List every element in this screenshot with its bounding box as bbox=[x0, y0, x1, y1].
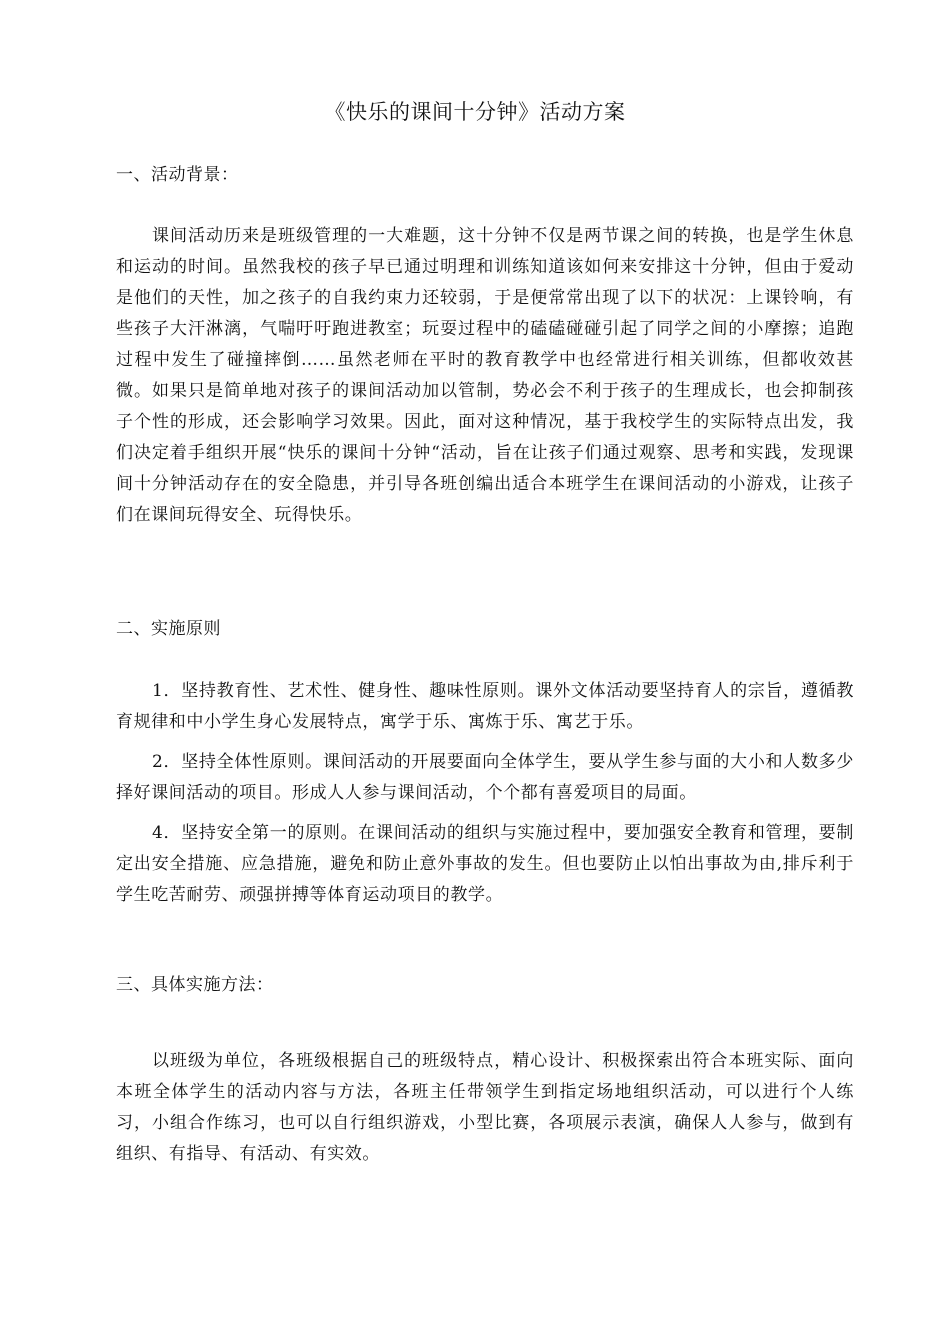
section-heading-methods: 三、具体实施方法： bbox=[116, 975, 274, 995]
principle-item-1: 1．坚持教育性、艺术性、健身性、趣味性原则。课外文体活动要坚持育人的宗旨，遵循教育规律和中小学生身心发展特点，寓学于乐、寓炼于乐、寓艺于乐。 bbox=[116, 681, 854, 732]
section-heading-background: 一、活动背景： bbox=[116, 165, 239, 185]
background-paragraph: 课间活动历来是班级管理的一大难题，这十分钟不仅是两节课之间的转换，也是学生休息和运动的时间。虽然我校的孩子早已通过明理和训练知道该如何来安排这十分钟，但由于爱动是他们的天性，加之孩子的自我约束力还较弱，于是便常常出现了以下的状况：上课铃响，有些孩子大汗淋漓，气喘吁吁跑进教室；玩耍过程中的磕磕碰碰引起了同学之间的小摩擦；追跑过程中发生了碰撞摔倒……虽然老师在平时的教育教学中也经常进行相关训练，但都收效甚微。如果只是简单地对孩子的课间活动加以管制，势必会不利于孩子的生理成长，也会抑制孩子个性的形成，还会影响学习效果。因此，面对这种情况，基于我校学生的实际特点出发，我们决定着手组织开展“快乐的课间十分钟“活动，旨在让孩子们通过观察、思考和实践，发现课间十分钟活动存在的安全隐患，并引导各班创编出适合本班学生在课间活动的小游戏，让孩子们在课间玩得安全、玩得快乐。 bbox=[116, 226, 854, 525]
principle-item-2: 2．坚持全体性原则。课间活动的开展要面向全体学生，要从学生参与面的大小和人数多少择好课间活动的项目。形成人人参与课间活动，个个都有喜爱项目的局面。 bbox=[116, 752, 854, 803]
section-heading-principles: 二、实施原则 bbox=[116, 619, 221, 639]
methods-paragraph: 以班级为单位，各班级根据自己的班级特点，精心设计、积极探索出符合本班实际、面向本班全体学生的活动内容与方法，各班主任带领学生到指定场地组织活动，可以进行个人练习，小组合作练习，也可以自行组织游戏，小型比赛，各项展示表演，确保人人参与，做到有组织、有指导、有活动、有实效。 bbox=[116, 1051, 854, 1164]
document-title: 《快乐的课间十分钟》活动方案 bbox=[324, 100, 626, 124]
principle-item-4: 4．坚持安全第一的原则。在课间活动的组织与实施过程中，要加强安全教育和管理，要制定出安全措施、应急措施，避免和防止意外事故的发生。但也要防止以怕出事故为由,排斥利于学生吃苦耐劳、顽强拼搏等体育运动项目的教学。 bbox=[116, 823, 854, 905]
